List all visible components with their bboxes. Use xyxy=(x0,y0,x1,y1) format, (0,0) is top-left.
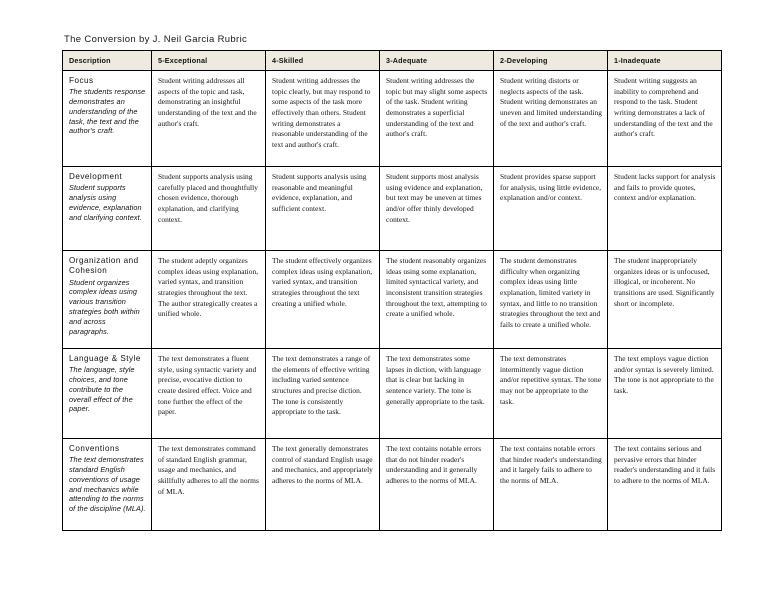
level-cell-2-developing: The text contains notable errors that hinder reader's understanding and it largely fails to adhere to the norms of MLA. xyxy=(494,439,608,531)
level-cell-1-inadequate: The text contains serious and pervasive errors that hinder reader's understanding and it fails to adhere to the norms of MLA. xyxy=(608,439,722,531)
criterion-cell-language-and-style xyxy=(63,349,152,439)
level-cell-2-developing: The text demonstrates intermittently vague diction and/or repetitive syntax. The tone may not be appropriate to the task. xyxy=(494,349,608,439)
criterion-name: Focus xyxy=(69,76,94,85)
table-row xyxy=(63,251,722,349)
level-cell-2-developing: Student writing distorts or neglects aspects of the task. Student writing demonstrates an uneven and limited understanding of the text and author's craft. xyxy=(494,71,608,167)
level-cell-4-skilled: The text demonstrates a range of the elements of effective writing including varied sentence structures and precise diction. The tone is consistently appropriate to the task. xyxy=(266,349,380,439)
table-row xyxy=(63,167,722,251)
level-cell-3-adequate: The text contains notable errors that do not hinder reader's understanding and it generally adheres to the norms of MLA. xyxy=(380,439,494,531)
table-row xyxy=(63,349,722,439)
page-title: The Conversion by J. Neil Garcia Rubric xyxy=(64,34,248,45)
level-cell-4-skilled: The student effectively organizes complex ideas using explanation, varied syntax, and transition strategies throughout the text creating a unified whole. xyxy=(266,251,380,349)
column-header-4-skilled: 4-Skilled xyxy=(266,51,380,71)
level-cell-5-exceptional: The student adeptly organizes complex ideas using explanation, varied syntax, and transition strategies throughout the text. The author strategically creates a unified whole. xyxy=(152,251,266,349)
level-cell-4-skilled: Student supports analysis using reasonable and meaningful evidence, explanation, and sufficient context. xyxy=(266,167,380,251)
column-header-1-inadequate: 1-Inadequate xyxy=(608,51,722,71)
level-cell-4-skilled: Student writing addresses the topic clearly, but may respond to some aspects of the task more effectively than others. Student writing demonstrates a reasonable understanding of the text and author's craft. xyxy=(266,71,380,167)
column-header-description: Description xyxy=(63,51,152,71)
criterion-name: Organization and Cohesion xyxy=(69,256,139,276)
level-cell-3-adequate: The text demonstrates some lapses in diction, with language that is clear but lacking in sentence variety. The tone is generally appropriate to the task. xyxy=(380,349,494,439)
level-cell-4-skilled: The text generally demonstrates control of standard English usage and mechanics, and appropriately adheres to the norms of MLA. xyxy=(266,439,380,531)
criterion-cell-development xyxy=(63,167,152,251)
column-header-5-exceptional: 5-Exceptional xyxy=(152,51,266,71)
criterion-description: The text demonstrates standard English conventions of usage and mechanics while attending to the norms of the discipline (MLA). xyxy=(69,455,146,514)
header-row xyxy=(63,51,722,71)
column-header-3-adequate: 3-Adequate xyxy=(380,51,494,71)
level-cell-2-developing: The student demonstrates difficulty when organizing complex ideas using little explanation, limited variety in syntax, and little to no transition strategies throughout the text and fails to create a unified whole. xyxy=(494,251,608,349)
level-cell-1-inadequate: The text employs vague diction and/or syntax is severely limited. The tone is not appropriate to the task. xyxy=(608,349,722,439)
criterion-name: Conventions xyxy=(69,444,120,453)
table-row xyxy=(63,439,722,531)
level-cell-3-adequate: The student reasonably organizes ideas using some explanation, limited syntactical variety, and inconsistent transition strategies throughout the text, attempting to create a unified whole. xyxy=(380,251,494,349)
level-cell-1-inadequate: Student writing suggests an inability to comprehend and respond to the task. Student writing demonstrates a lack of understanding of the text and the author's craft. xyxy=(608,71,722,167)
criterion-description: Student supports analysis using evidence, explanation and clarifying context. xyxy=(69,183,142,222)
table-header xyxy=(63,51,722,71)
criterion-cell-organization-and-cohesion xyxy=(63,251,152,349)
rubric-table xyxy=(62,50,722,531)
level-cell-3-adequate: Student writing addresses the topic but may slight some aspects of the task. Student writing demonstrates a superficial understanding of the text and author's craft. xyxy=(380,71,494,167)
criterion-name: Development xyxy=(69,172,123,181)
column-header-2-developing: 2-Developing xyxy=(494,51,608,71)
level-cell-5-exceptional: Student writing addresses all aspects of the topic and task, demonstrating an insightful understanding of the text and the author's craft. xyxy=(152,71,266,167)
criterion-name: Language & Style xyxy=(69,354,141,363)
criterion-cell-focus xyxy=(63,71,152,167)
level-cell-2-developing: Student provides sparse support for analysis, using little evidence, explanation and/or context. xyxy=(494,167,608,251)
table-body xyxy=(63,71,722,531)
criterion-description: Student organizes complex ideas using various transition strategies both within and across paragraphs. xyxy=(69,277,140,336)
level-cell-5-exceptional: Student supports analysis using carefully placed and thoughtfully chosen evidence, thorough explanation, and clarifying context. xyxy=(152,167,266,251)
level-cell-1-inadequate: Student lacks support for analysis and fails to provide quotes, context and/or explanation. xyxy=(608,167,722,251)
level-cell-3-adequate: Student supports most analysis using evidence and explanation, but text may be uneven at times and/or offer thinly developed context. xyxy=(380,167,494,251)
level-cell-5-exceptional: The text demonstrates command of standard English grammar, usage and mechanics, and skillfully adheres to all the norms of MLA. xyxy=(152,439,266,531)
level-cell-5-exceptional: The text demonstrates a fluent style, using syntactic variety and precise, evocative diction to create desired effect. Voice and tone further the effect of the paper. xyxy=(152,349,266,439)
criterion-description: The language, style choices, and tone contribute to the overall effect of the paper. xyxy=(69,365,135,414)
criterion-cell-conventions xyxy=(63,439,152,531)
table-row xyxy=(63,71,722,167)
criterion-description: The students response demonstrates an understanding of the task, the text and the author's craft. xyxy=(69,87,146,136)
level-cell-1-inadequate: The student inappropriately organizes ideas or is unfocused, illogical, or incoherent. No transitions are used. Significantly short or incomplete. xyxy=(608,251,722,349)
